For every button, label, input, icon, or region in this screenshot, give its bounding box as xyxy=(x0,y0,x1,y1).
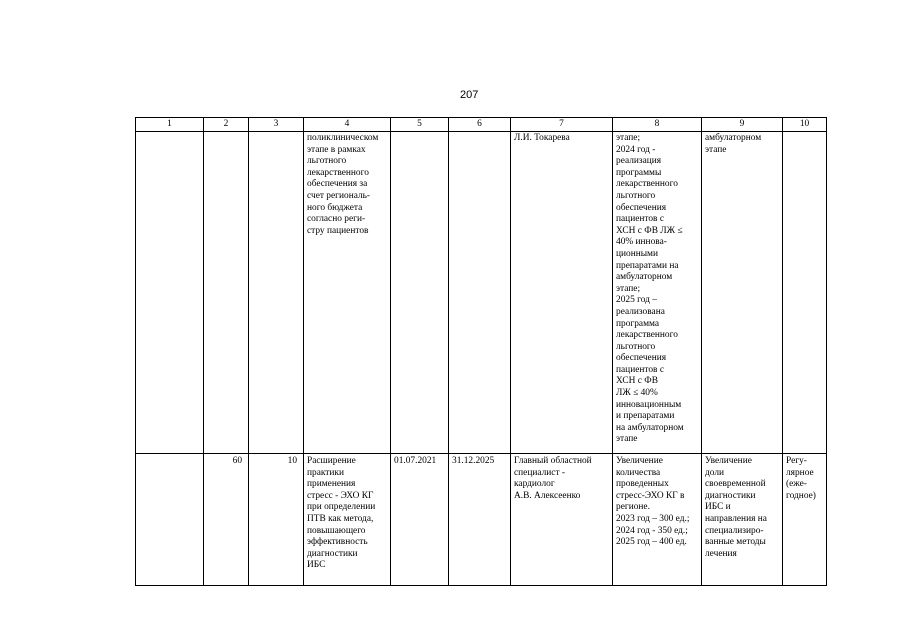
cell-responsible: Главный областной специалист - кардиолог А.В. Алексеенко xyxy=(511,454,613,586)
cell-frequency: Регу- лярное (еже- годное) xyxy=(783,454,827,586)
header-cell: 2 xyxy=(204,118,249,132)
cell-result: этапе; 2024 год - реализация программы лекарственного льготного обеспечения пациентов с ХСН с ФВ ЛЖ ≤ 40% иннова- ционными препаратами на амбулаторном этапе; 2025 год – реализована программа лекарственного льготного обеспечения пациентов с ХСН с ФВ ЛЖ ≤ 40% инновационным и препаратами на амбулаторном этапе xyxy=(613,132,702,454)
cell-effect: амбулаторном этапе xyxy=(702,132,783,454)
header-cell: 5 xyxy=(391,118,449,132)
header-cell: 1 xyxy=(136,118,204,132)
cell-start-date xyxy=(391,132,449,454)
page-number: 207 xyxy=(460,89,479,101)
cell-result: Увеличение количества проведенных стресс-ЭХО КГ в регионе. 2023 год – 300 ед.; 2024 год - 350 ед.; 2025 год – 400 ед. xyxy=(613,454,702,586)
header-cell: 3 xyxy=(249,118,304,132)
cell-effect: Увеличение доли своевременной диагностики ИБС и направления на специализиро- ванные методы лечения xyxy=(702,454,783,586)
header-row xyxy=(136,118,827,132)
cell-col2: 60 xyxy=(204,454,249,586)
header-cell: 8 xyxy=(613,118,702,132)
table-row xyxy=(136,454,827,586)
cell-end-date xyxy=(449,132,511,454)
cell-end-date: 31.12.2025 xyxy=(449,454,511,586)
cell-col1 xyxy=(136,454,204,586)
cell-measure: Расширение практики применения стресс - ЭХО КГ при определении ПТВ как метода, повышающего эффективность диагностики ИБС xyxy=(304,454,391,586)
cell-col3 xyxy=(249,132,304,454)
cell-col2 xyxy=(204,132,249,454)
cell-frequency xyxy=(783,132,827,454)
cell-col1 xyxy=(136,132,204,454)
header-cell: 6 xyxy=(449,118,511,132)
table-row xyxy=(136,132,827,454)
cell-measure: поликлиническом этапе в рамках льготного лекарственного обеспечения за счет региональ- ного бюджета согласно реги- стру пациентов xyxy=(304,132,391,454)
cell-col3: 10 xyxy=(249,454,304,586)
header-cell: 10 xyxy=(783,118,827,132)
cell-start-date: 01.07.2021 xyxy=(391,454,449,586)
header-cell: 7 xyxy=(511,118,613,132)
header-cell: 4 xyxy=(304,118,391,132)
header-cell: 9 xyxy=(702,118,783,132)
cell-responsible: Л.И. Токарева xyxy=(511,132,613,454)
plan-table xyxy=(135,117,827,586)
